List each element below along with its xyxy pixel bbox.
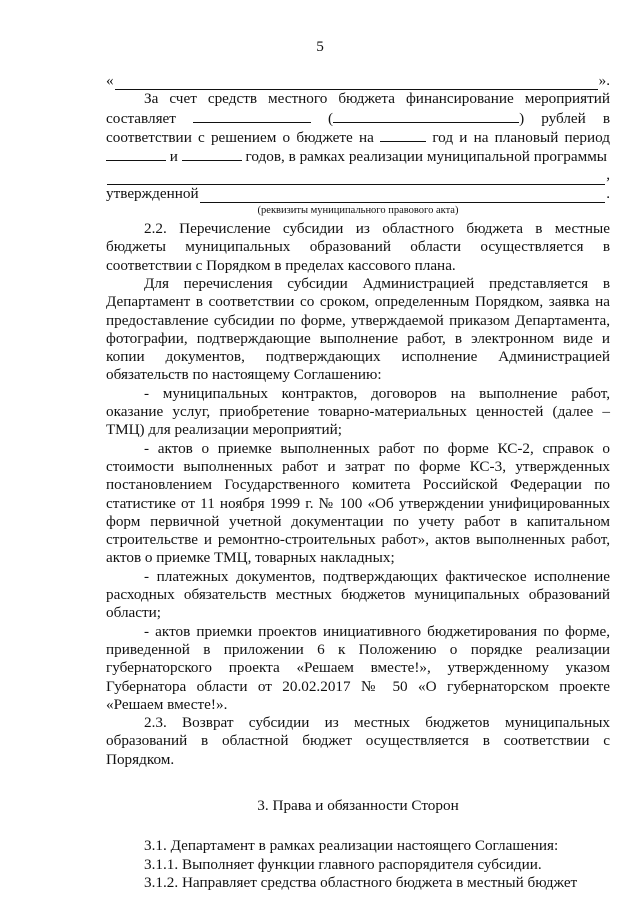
paragraph-transfer: Для перечисления субсидии Администрацией представляется в Департамент в соответствии со сроком, определенным Порядком, заявка на предоставление субсидии по форме, утверждаемой приказом Департамента, фотографии, подтверждающие выполнение работ, в электронном виде и копии документов, подтверждающих исполнение Администрацией обязательств по настоящему Соглашению: <box>106 274 610 384</box>
paragraph-2-3: 2.3. Возврат субсидии из местных бюджетов муниципальных образований в областной бюджет осуществляется в соответствии с Порядком. <box>106 714 610 768</box>
document-body <box>106 72 610 892</box>
list-item: - актов приемки проектов инициативного бюджетирования по форме, приведенной в приложении 6 к Положению о порядке реализации губернаторского проекта «Решаем вместе!», утвержденному указом Губернатора области от 20.02.2017 № 50 «О губернаторском проекте «Решаем вместе!». <box>106 622 610 713</box>
list-item: - муниципальных контрактов, договоров на выполнение работ, оказание услуг, приобретение товарно-материальных ценностей (далее – ТМЦ) для реализации мероприятий; <box>106 384 610 439</box>
paragraph-3-1-2: 3.1.2. Направляет средства областного бюджета в местный бюджет <box>144 873 578 891</box>
year-blank <box>380 128 426 142</box>
blank-line <box>115 76 598 90</box>
paragraph-3-1: 3.1. Департамент в рамках реализации настоящего Соглашения: <box>144 837 559 855</box>
page-number: 5 <box>316 38 324 55</box>
list-item: - платежных документов, подтверждающих фактическое исполнение расходных обязательств местных бюджетов муниципальных образований области; <box>106 567 610 622</box>
blank-quote-line <box>106 72 610 90</box>
paragraph-2-2: 2.2. Перечисление субсидии из областного бюджета в местные бюджеты муниципальных образований области осуществляется в соответствии с Порядком в пределах кассового плана. <box>106 220 610 274</box>
approved-line: утвержденной . <box>106 184 610 202</box>
paragraph-3-1-1: 3.1.1. Выполняет функции главного распорядителя субсидии. <box>144 855 542 873</box>
period-end-blank <box>182 147 242 161</box>
approved-label: утвержденной <box>106 184 199 202</box>
requisites-note: (реквизиты муниципального правового акта) <box>257 205 459 217</box>
quote-open: « <box>106 72 114 89</box>
approved-blank <box>200 189 606 203</box>
section-title: 3. Права и обязанности Сторон <box>257 796 459 814</box>
period-start-blank <box>106 147 166 161</box>
funding-paragraph: За счет средств местного бюджета финансирование мероприятий составляет ( ) рублей в соответствии с решением о бюджете на год и на плановый период и годов, в рамках реализации муниципальной программы <box>106 90 611 166</box>
program-blank-line: , <box>106 166 610 184</box>
list-item: - актов о приемке выполненных работ по форме КС-2, справок о стоимости выполненных работ и затрат по форме КС-3, утвержденных постановлением Государственного комитета Российской Федерации по статистике от 11 ноября 1999 г. № 100 «Об утверждении унифицированных форм первичной учетной документации по учету работ в капитальном строительстве и ремонтно-строительных работ», актов выполненных работ, актов о приемке ТМЦ, товарных накладных; <box>106 439 610 567</box>
amount-blank <box>193 109 311 123</box>
amount-words-blank <box>333 109 519 123</box>
quote-close: ». <box>598 72 610 89</box>
